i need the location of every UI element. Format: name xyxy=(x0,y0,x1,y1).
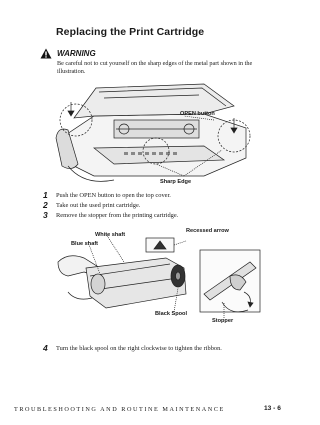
warning-text: Be careful not to cut yourself on the sharp edges of the metal part shown in the illustration. xyxy=(57,60,253,76)
open-button-callout: OPEN button xyxy=(180,111,215,117)
sharp-edge-callout: Sharp Edge xyxy=(160,179,192,185)
recessed-arrow-callout: Recessed arrow xyxy=(186,228,229,234)
step-number: 1 xyxy=(43,190,48,200)
step-text: Push the OPEN button to open the top cover. xyxy=(56,192,171,199)
cartridge-stopper-illustration xyxy=(54,232,264,332)
stopper-callout: Stopper xyxy=(212,318,234,324)
black-spool-callout: Black Spool xyxy=(155,311,188,317)
step-text: Remove the stopper from the printing cartridge. xyxy=(56,212,179,219)
warning-heading: WARNING xyxy=(57,49,96,58)
step-number: 3 xyxy=(43,210,48,220)
step-number: 4 xyxy=(43,343,48,353)
step-text: Turn the black spool on the right clockwise to tighten the ribbon. xyxy=(56,345,222,352)
step-number: 2 xyxy=(43,200,48,210)
step-text: Take out the used print cartridge. xyxy=(56,202,141,209)
blue-shaft-callout: Blue shaft xyxy=(71,241,99,247)
running-footer-title: TROUBLESHOOTING AND ROUTINE MAINTENANCE xyxy=(14,406,225,413)
white-shaft-callout: White shaft xyxy=(95,232,126,238)
page-number: 13 - 6 xyxy=(264,405,281,412)
section-title: Replacing the Print Cartridge xyxy=(56,26,205,38)
warning-triangle-icon xyxy=(40,48,52,59)
fax-machine-illustration xyxy=(54,76,259,191)
